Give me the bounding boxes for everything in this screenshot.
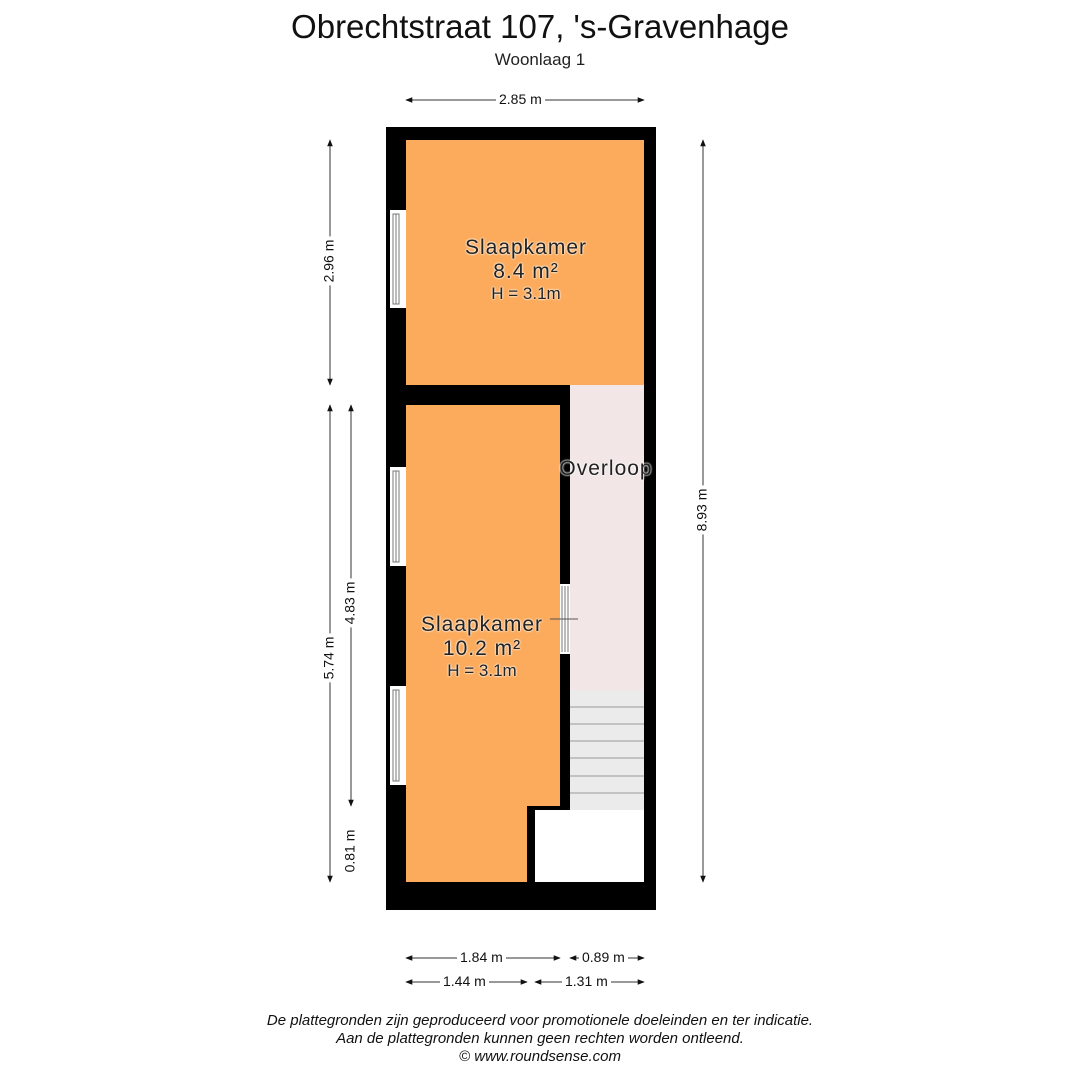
- dim-left-outer-lower-label: 5.74 m: [320, 634, 336, 683]
- dim-right-total-label: 8.93 m: [693, 486, 709, 535]
- dim-left-bottom-small-label: 0.81 m: [341, 827, 357, 876]
- dim-bottom-2-left-label: 1.44 m: [440, 973, 489, 989]
- dim-top-width-label: 2.85 m: [496, 91, 545, 107]
- window-1: [390, 210, 406, 308]
- dim-left-inner-lower-label: 4.83 m: [341, 579, 357, 628]
- void-area: [535, 810, 644, 882]
- room-height: H = 3.1m: [447, 661, 517, 680]
- stairs: [570, 690, 644, 810]
- disclaimer: [0, 1012, 1080, 1066]
- room-name: Slaapkamer: [420, 613, 544, 636]
- room-name: Slaapkamer: [464, 236, 588, 259]
- plan-title: Obrechtstraat 107, 's-Gravenhage: [291, 8, 789, 45]
- copyright-link[interactable]: © www.roundsense.com: [459, 1048, 621, 1065]
- room-label-bedroom-1: [426, 236, 626, 304]
- dim-bottom-1-right-label: 0.89 m: [579, 949, 628, 965]
- disclaimer-line-2: Aan de plattegronden kunnen geen rechten worden ontleend.: [336, 1030, 744, 1047]
- dim-bottom-1-left-label: 1.84 m: [457, 949, 506, 965]
- window-2: [390, 467, 406, 566]
- room-area: 10.2 m²: [442, 637, 522, 660]
- room-area: 8.4 m²: [493, 260, 559, 283]
- disclaimer-line-1: De plattegronden zijn geproduceerd voor promotionele doeleinden en ter indicatie.: [266, 1012, 814, 1029]
- room-label-landing: [548, 457, 664, 481]
- room-label-bedroom-2: [382, 613, 582, 681]
- floor-subtitle: Woonlaag 1: [494, 50, 586, 69]
- room-name: Overloop: [559, 457, 653, 480]
- window-3: [390, 686, 406, 785]
- dim-bottom-2-right-label: 1.31 m: [562, 973, 611, 989]
- dim-left-top-label: 2.96 m: [320, 237, 336, 286]
- room-height: H = 3.1m: [491, 284, 561, 303]
